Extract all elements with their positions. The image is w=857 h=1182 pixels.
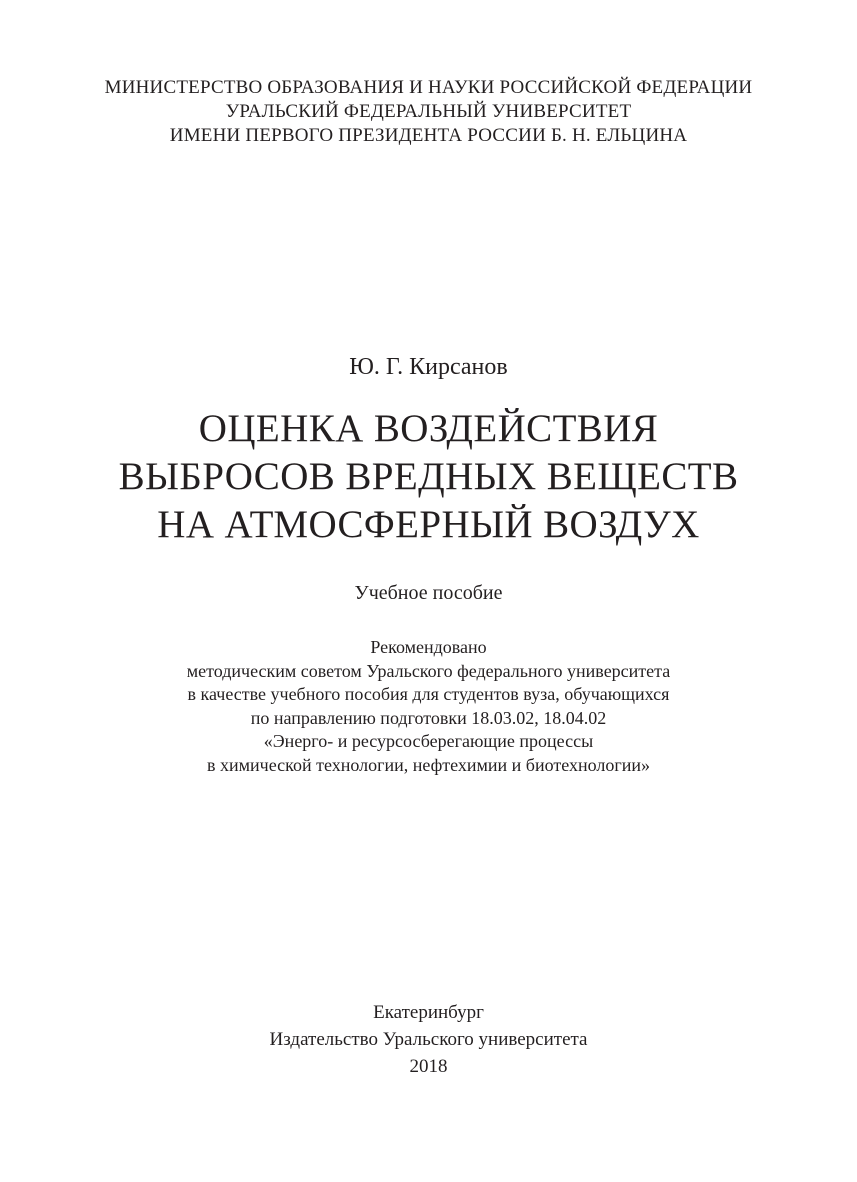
- recommendation-note: [0, 636, 857, 778]
- university-line: УРАЛЬСКИЙ ФЕДЕРАЛЬНЫЙ УНИВЕРСИТЕТ: [225, 101, 632, 122]
- imprint-city: Екатеринбург: [373, 1002, 484, 1023]
- ministry-line: МИНИСТЕРСТВО ОБРАЗОВАНИЯ И НАУКИ РОССИЙСКОЙ ФЕДЕРАЦИИ: [104, 77, 753, 98]
- recommendation-line-6: в химической технологии, нефтехимии и биотехнологии»: [207, 754, 650, 775]
- title-line-3: НА АТМОСФЕРНЫЙ ВОЗДУХ: [157, 503, 700, 546]
- recommendation-line-1: Рекомендовано: [370, 637, 487, 657]
- imprint: [0, 999, 857, 1080]
- publication-type: Учебное пособие: [354, 582, 503, 604]
- institution-header: [0, 76, 857, 148]
- imprint-year: 2018: [409, 1056, 448, 1077]
- university-named-after-line: ИМЕНИ ПЕРВОГО ПРЕЗИДЕНТА РОССИИ Б. Н. ЕЛЬЦИНА: [169, 125, 688, 146]
- recommendation-line-2: методическим советом Уральского федерального университета: [186, 660, 671, 681]
- title-line-1: ОЦЕНКА ВОЗДЕЙСТВИЯ: [198, 407, 659, 450]
- recommendation-line-4: по направлению подготовки 18.03.02, 18.04.02: [250, 707, 607, 728]
- book-title: [0, 405, 857, 549]
- recommendation-line-3: в качестве учебного пособия для студентов вуза, обучающихся: [187, 684, 670, 705]
- recommendation-line-5: «Энерго- и ресурсосберегающие процессы: [263, 731, 594, 752]
- title-line-2: ВЫБРОСОВ ВРЕДНЫХ ВЕЩЕСТВ: [118, 455, 739, 498]
- imprint-publisher: Издательство Уральского университета: [269, 1029, 588, 1050]
- author-name: Ю. Г. Кирсанов: [349, 354, 508, 380]
